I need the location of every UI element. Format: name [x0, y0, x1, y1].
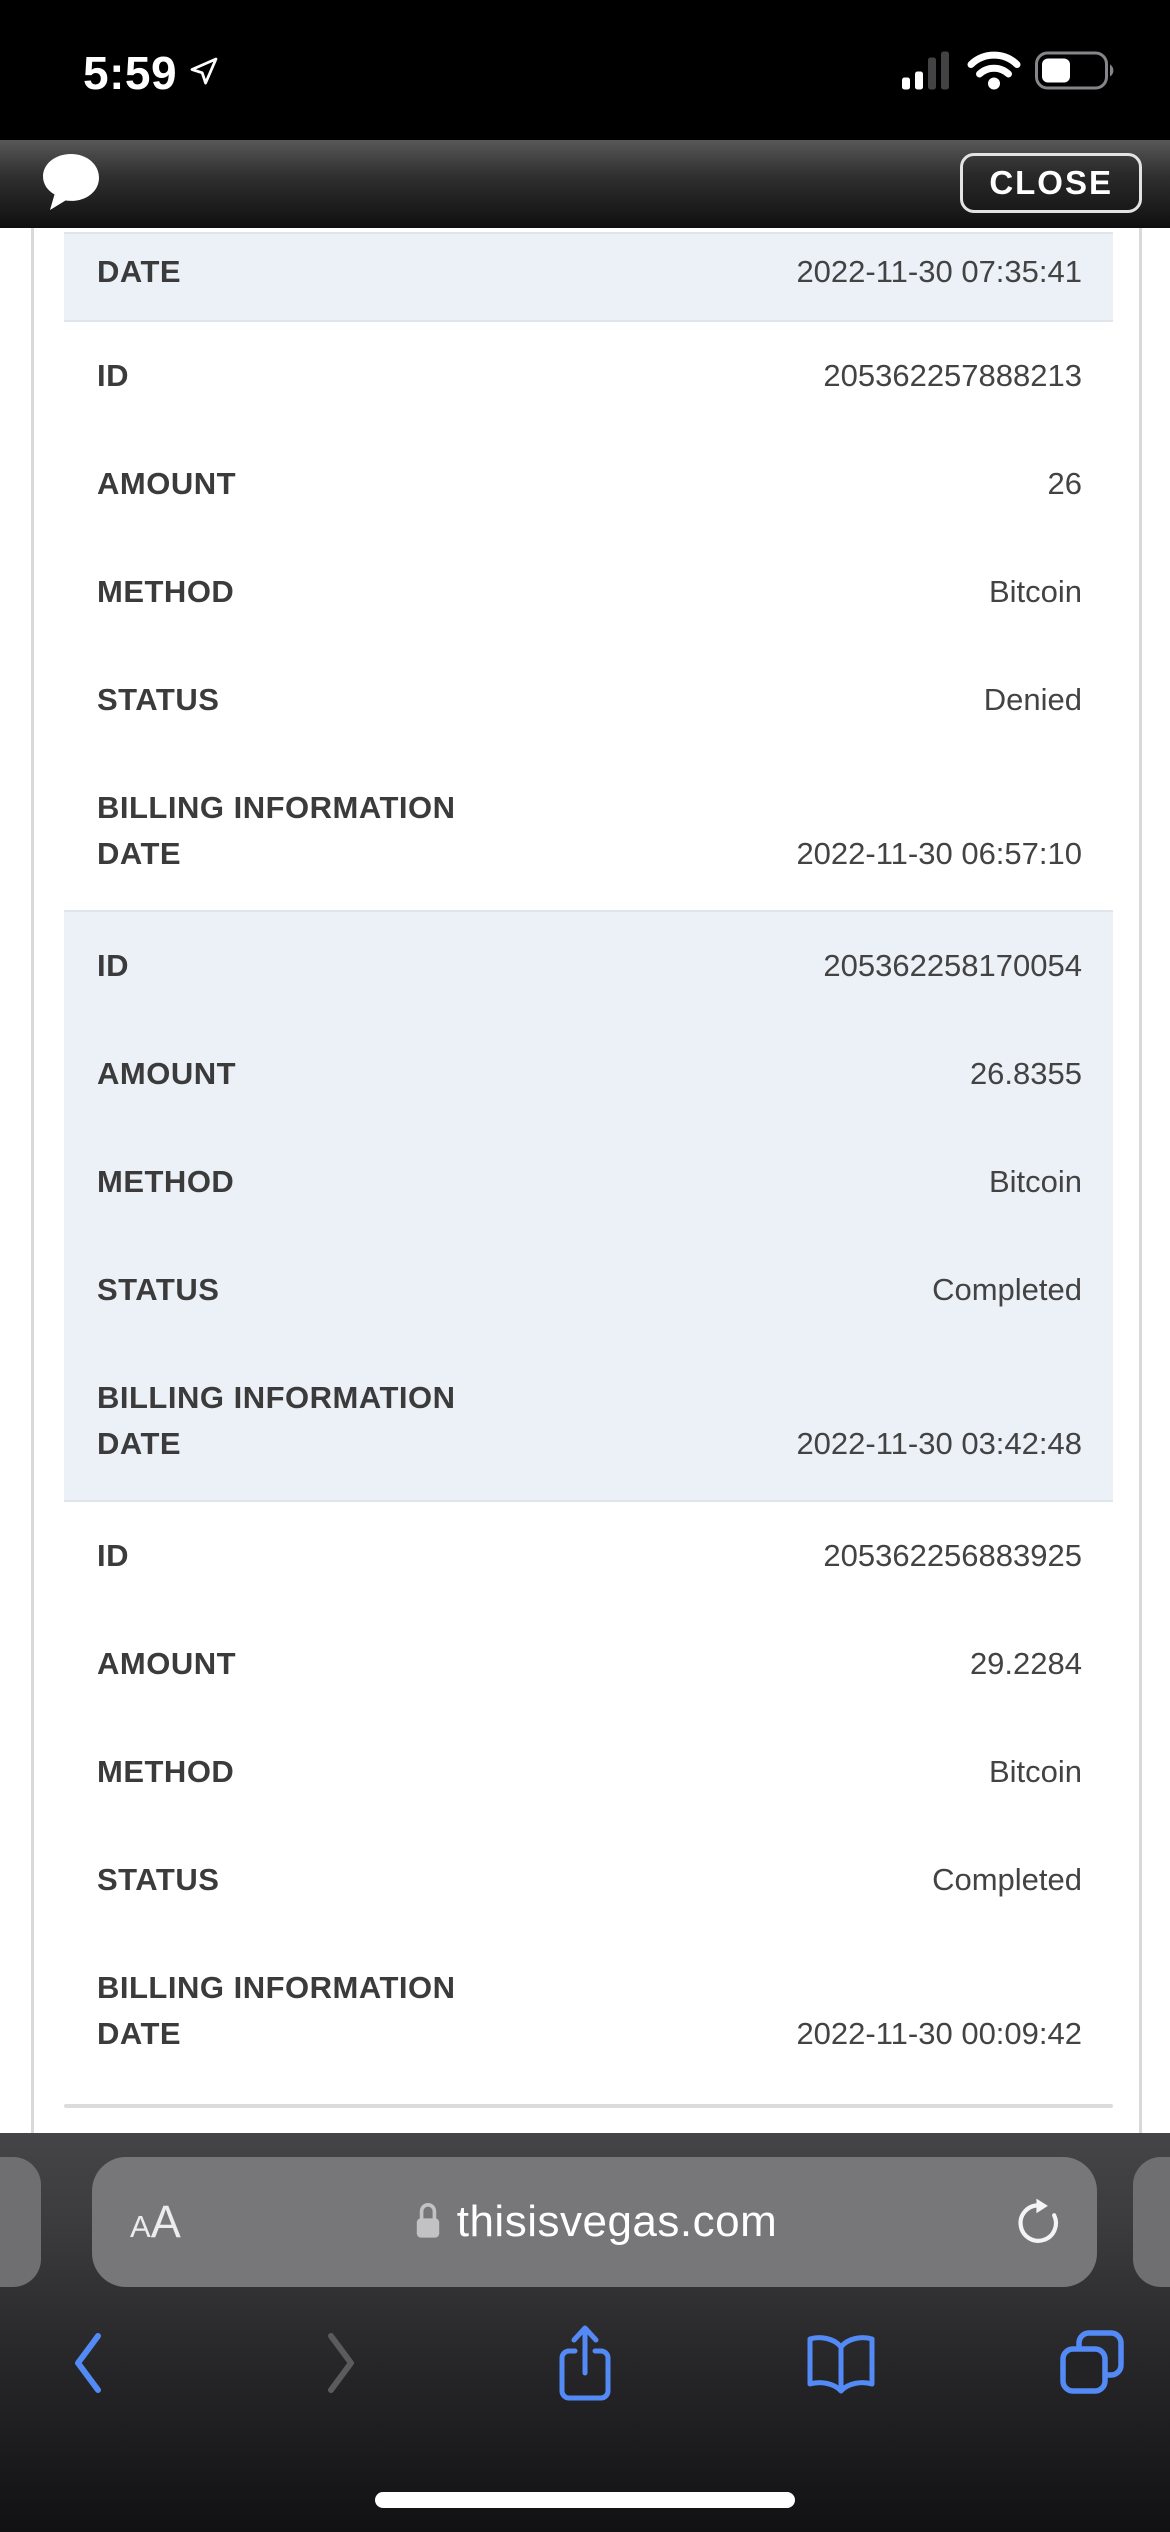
row-value: 26 [1047, 466, 1082, 501]
chat-bubble-button[interactable] [38, 152, 102, 214]
row-value: 2022-11-30 07:35:41 [796, 254, 1082, 289]
row-value: 205362257888213 [823, 358, 1082, 393]
row-label: STATUS [97, 1272, 220, 1307]
safari-toolbar [0, 2133, 1170, 2532]
row-label: ID [97, 1538, 129, 1573]
table-row [64, 646, 1113, 754]
row-label: METHOD [97, 574, 235, 609]
row-value: 205362258170054 [823, 948, 1082, 983]
table-row [64, 2016, 1113, 2090]
wifi-icon [967, 51, 1021, 96]
section-divider [64, 2104, 1113, 2108]
row-value: Bitcoin [988, 1164, 1082, 1199]
row-value: 26.8355 [969, 1056, 1082, 1091]
row-value: 2022-11-30 00:09:42 [796, 2016, 1082, 2051]
row-value: Completed [932, 1272, 1082, 1307]
row-label: BILLING INFORMATION [97, 790, 456, 825]
status-bar [0, 0, 1170, 140]
table-row [64, 1128, 1113, 1236]
cellular-signal-icon [901, 51, 953, 96]
row-label: STATUS [97, 1862, 220, 1897]
transactions-table [31, 228, 1142, 2133]
table-row [64, 538, 1113, 646]
safari-bottom-bar [0, 2133, 1170, 2532]
table-row [64, 322, 1113, 430]
share-button[interactable] [553, 2321, 617, 2408]
row-label: ID [97, 358, 129, 393]
bookmarks-button[interactable] [797, 2333, 885, 2398]
table-row [64, 1236, 1113, 1344]
row-value: Completed [932, 1862, 1082, 1897]
row-label: DATE [97, 836, 182, 871]
back-chevron-icon [70, 2383, 106, 2398]
transaction-section [64, 910, 1113, 1502]
back-button[interactable] [70, 2331, 106, 2398]
table-row [64, 1502, 1113, 1610]
row-value: 29.2284 [969, 1646, 1082, 1681]
row-label: AMOUNT [97, 1646, 237, 1681]
table-row [64, 836, 1113, 910]
table-row [64, 754, 1113, 836]
row-label: STATUS [97, 682, 220, 717]
row-value: 205362256883925 [823, 1538, 1082, 1573]
reader-large-a: A [150, 2196, 181, 2247]
tabs-icon [1056, 2384, 1128, 2399]
row-label: DATE [97, 254, 182, 289]
open-book-icon [797, 2383, 885, 2398]
transaction-section [64, 1502, 1113, 2090]
row-label: DATE [97, 2016, 182, 2051]
reader-small-a: A [130, 2209, 151, 2244]
close-button[interactable]: CLOSE [960, 153, 1142, 213]
home-indicator[interactable] [375, 2492, 795, 2508]
chat-bubble-icon [38, 202, 102, 217]
battery-icon [1035, 52, 1117, 95]
row-label: BILLING INFORMATION [97, 1380, 456, 1415]
table-row [64, 1344, 1113, 1426]
modal-header [0, 140, 1170, 228]
row-value: Denied [983, 682, 1082, 717]
table-row [64, 912, 1113, 1020]
table-row [64, 1020, 1113, 1128]
row-value: 2022-11-30 06:57:10 [796, 836, 1082, 871]
row-label: DATE [97, 1426, 182, 1461]
row-label: BILLING INFORMATION [97, 1970, 456, 2005]
row-value: Bitcoin [988, 1754, 1082, 1789]
table-row [64, 1426, 1113, 1500]
table-row [64, 1934, 1113, 2016]
table-row [64, 430, 1113, 538]
row-label: METHOD [97, 1164, 235, 1199]
address-text: thisisvegas.com [456, 2197, 778, 2246]
table-row [64, 1826, 1113, 1934]
status-right-cluster [901, 51, 1117, 96]
tabs-button[interactable] [1056, 2330, 1128, 2399]
table-row [64, 234, 1113, 320]
row-label: METHOD [97, 1754, 235, 1789]
forward-button[interactable] [323, 2331, 359, 2398]
row-value: 2022-11-30 03:42:48 [796, 1426, 1082, 1461]
forward-chevron-icon [323, 2383, 359, 2398]
transaction-section [64, 322, 1113, 910]
transaction-section [64, 232, 1113, 322]
location-arrow-icon [187, 54, 221, 93]
webpage-content [0, 228, 1170, 2133]
share-icon [553, 2393, 617, 2408]
row-label: AMOUNT [97, 466, 237, 501]
table-row [64, 1718, 1113, 1826]
row-label: AMOUNT [97, 1056, 237, 1091]
clock: 5:59 [83, 47, 178, 99]
row-value: Bitcoin [988, 574, 1082, 609]
status-left-cluster [83, 46, 221, 100]
row-label: ID [97, 948, 129, 983]
table-row [64, 1610, 1113, 1718]
